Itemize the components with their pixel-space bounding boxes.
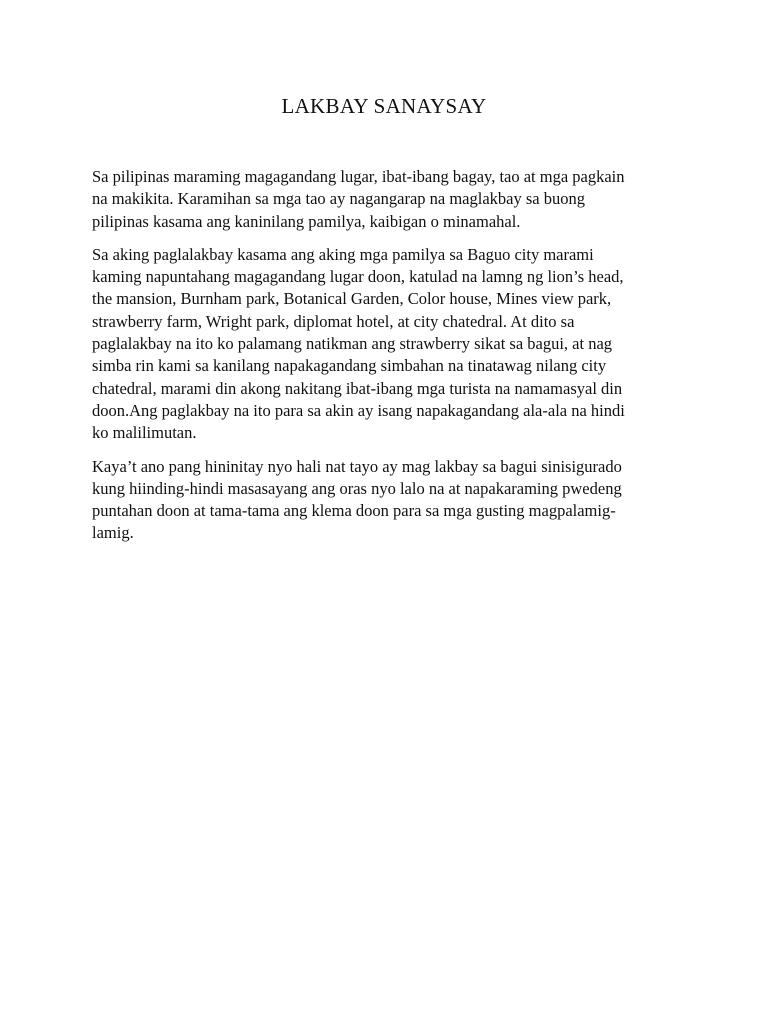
paragraph-line: Sa aking paglalakbay kasama ang aking mga pamilya sa Baguo city marami [92, 244, 594, 264]
paragraph-conclusion [92, 456, 672, 545]
paragraph-intro [92, 166, 672, 233]
paragraph-line: pilipinas kasama ang kaninilang pamilya, kaibigan o minamahal. [92, 211, 521, 231]
paragraph-travel [92, 244, 672, 445]
paragraph-line: doon.Ang paglakbay na ito para sa akin ay isang napakagandang ala-ala na hindi [92, 400, 625, 420]
paragraph-line: simba rin kami sa kanilang napakagandang simbahan na tinatawag nilang city [92, 356, 607, 376]
paragraph-line: strawberry farm, Wright park, diplomat hotel, at city chatedral. At dito sa [92, 311, 575, 331]
paragraph-line: chatedral, marami din akong nakitang ibat-ibang mga turista na namamasyal din [92, 378, 623, 398]
paragraph-line: the mansion, Burnham park, Botanical Garden, Color house, Mines view park, [92, 289, 612, 309]
paragraph-line: kaming napuntahang magagandang lugar doon, katulad na lamng ng lion’s head, [92, 267, 624, 287]
paragraph-line: na makikita. Karamihan sa mga tao ay nagangarap na maglakbay sa buong [92, 189, 585, 209]
paragraph-line: paglalakbay na ito ko palamang natikman ang strawberry sikat sa bagui, at nag [92, 334, 613, 354]
paragraph-line: ko malilimutan. [92, 423, 197, 443]
paragraph-line: puntahan doon at tama-tama ang klema doon para sa mga gusting magpalamig- [92, 501, 616, 521]
document-title: LAKBAY SANAYSAY [281, 94, 487, 118]
paragraph-line: lamig. [92, 523, 134, 543]
paragraph-line: Kaya’t ano pang hininitay nyo hali nat tayo ay mag lakbay sa bagui sinisigurado [92, 456, 622, 476]
paragraph-line: kung hiinding-hindi masasayang ang oras nyo lalo na at napakaraming pwedeng [92, 478, 622, 498]
document-body [92, 166, 672, 556]
paragraph-line: Sa pilipinas maraming magagandang lugar, ibat-ibang bagay, tao at mga pagkain [92, 167, 625, 186]
